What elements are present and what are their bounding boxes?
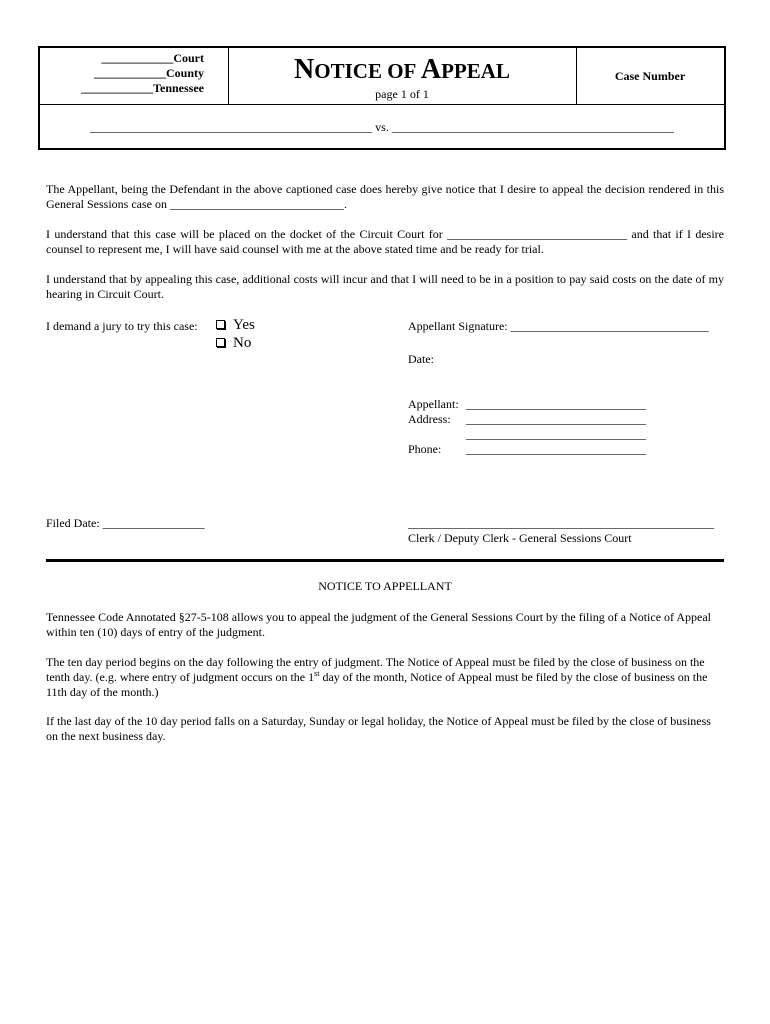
phone-field[interactable]: ______________________________: [466, 442, 646, 456]
appellant-signature-field[interactable]: Appellant Signature: _________________________________: [408, 319, 709, 333]
title-cell: [228, 48, 577, 104]
notice-paragraph-2: The ten day period begins on the day following the entry of judgment. The Notice of Appeal must be filed by the close of business on the tenth day. (e.g. where entry of judgment occurs on the 1st day of the month, Notice of Appeal must be filed by the close of business on the 11th day of the month.): [46, 655, 708, 699]
parties-vs-line[interactable]: _______________________________________________ vs. _______________________________________________: [90, 120, 674, 134]
address-field-2[interactable]: ______________________________: [466, 427, 646, 441]
appellant-name-label: Appellant:: [408, 397, 459, 411]
appeal-paragraph: The Appellant, being the Defendant in the above captioned case does hereby give notice that I desire to appeal the decision rendered in this General Sessions case on _____________________________.: [46, 182, 724, 211]
jury-label: I demand a jury to try this case:: [46, 319, 198, 333]
notice-paragraph-3: If the last day of the 10 day period falls on a Saturday, Sunday or legal holiday, the Notice of Appeal must be filed by the close of business on the next business day.: [46, 714, 711, 743]
court-info-cell: [40, 48, 229, 104]
caption-box: [38, 46, 726, 150]
jury-no-option[interactable]: [216, 334, 251, 352]
clerk-label: Clerk / Deputy Clerk - General Sessions Court: [408, 531, 632, 545]
address-label: Address:: [408, 412, 451, 426]
address-field-1[interactable]: ______________________________: [466, 412, 646, 426]
docket-paragraph: I understand that this case will be placed on the docket of the Circuit Court for ______________________________ and that if I desire counsel to represent me, I will have said counsel with me at the above stated time and be ready for trial.: [46, 227, 724, 256]
date-label[interactable]: Date:: [408, 352, 434, 366]
no-checkbox[interactable]: [216, 338, 225, 347]
county-field[interactable]: ____________County: [93, 66, 204, 80]
page-indicator: page 1 of 1: [375, 87, 429, 101]
yes-label: Yes: [233, 317, 255, 333]
notice-paragraph-1: Tennessee Code Annotated §27-5-108 allows you to appeal the judgment of the General Sessions Court by the filing of a Notice of Appeal within ten (10) days of entry of the judgment.: [46, 610, 712, 639]
filed-date-field[interactable]: Filed Date: _________________: [46, 516, 205, 530]
case-number-cell[interactable]: Case Number: [614, 69, 686, 83]
jury-yes-option[interactable]: [216, 316, 255, 334]
appellant-name-field[interactable]: ______________________________: [466, 397, 646, 411]
costs-paragraph: I understand that by appealing this case, additional costs will incur and that I will need to be in a position to pay said costs on the date of my hearing in Circuit Court.: [46, 272, 724, 301]
document-title: NOTICE OF APPEAL: [294, 54, 510, 85]
clerk-signature-line[interactable]: ___________________________________________________: [408, 516, 714, 530]
no-label: No: [233, 335, 252, 351]
section-divider: [46, 559, 724, 562]
caption-top-row: [40, 48, 724, 105]
yes-checkbox[interactable]: [216, 320, 225, 329]
state-field[interactable]: ____________Tennessee: [81, 81, 204, 95]
notice-heading: NOTICE TO APPELLANT: [318, 579, 452, 593]
phone-label: Phone:: [408, 442, 442, 456]
court-field[interactable]: ____________Court: [101, 51, 204, 65]
